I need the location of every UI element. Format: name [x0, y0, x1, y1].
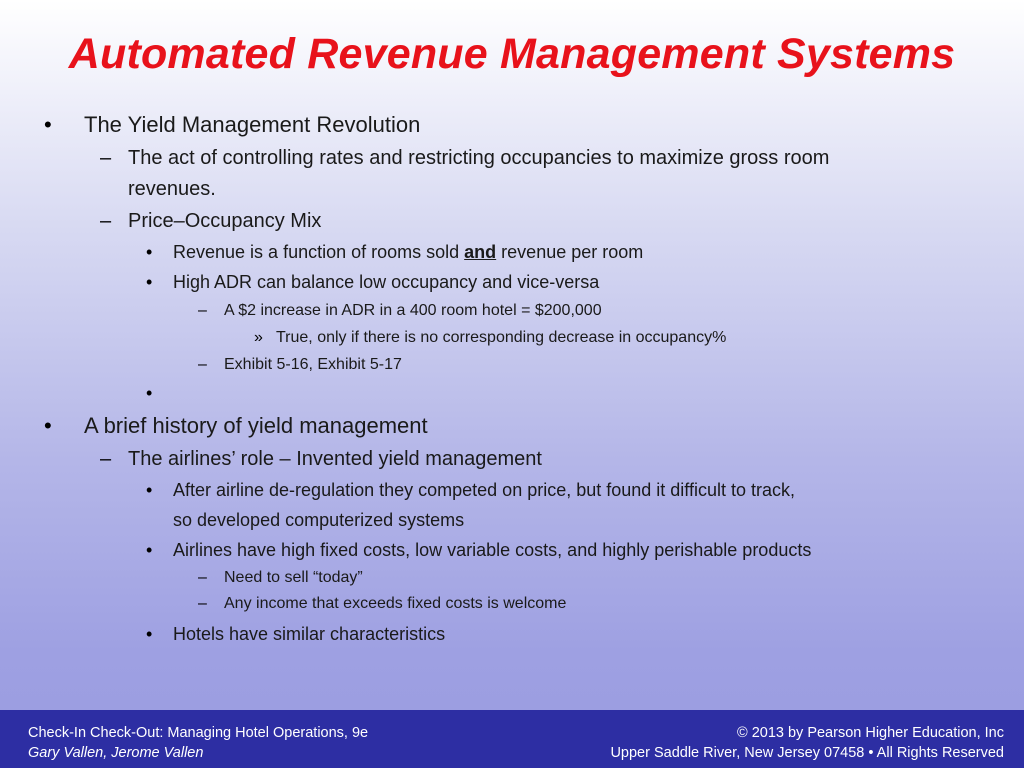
bullet-hotels-similar: Hotels have similar characteristics	[173, 624, 446, 644]
bullet-marker: •	[146, 272, 153, 292]
slide-title: Automated Revenue Management Systems	[68, 30, 956, 78]
bullet-marker: •	[146, 242, 153, 262]
bullet-sell-today: Need to sell “today”	[224, 569, 363, 586]
dash-marker: –	[198, 569, 207, 586]
bullet-brief-history: A brief history of yield management	[84, 413, 428, 438]
footer-bar	[0, 710, 1024, 768]
bullet-marker: •	[146, 540, 153, 560]
footer-rights: Upper Saddle River, New Jersey 07458 • All Rights Reserved	[610, 745, 1004, 761]
dash-marker: –	[198, 356, 207, 373]
bullet-price-occupancy-mix: Price–Occupancy Mix	[128, 210, 322, 232]
bullet-deregulation: After airline de-regulation they competed on price, but found it difficult to track,	[173, 480, 796, 500]
emphasis-and: and	[464, 242, 497, 262]
dash-marker: –	[198, 302, 207, 319]
bullet-controlling-rates-cont: revenues.	[128, 178, 216, 200]
bullet-marker: •	[44, 112, 52, 137]
bullet-marker: •	[146, 480, 153, 500]
footer-left	[28, 723, 368, 763]
bullet-airline-costs: Airlines have high fixed costs, low variable costs, and highly perishable products	[173, 540, 812, 560]
bullet-exhibits: Exhibit 5-16, Exhibit 5-17	[224, 356, 402, 373]
dash-marker: –	[198, 595, 207, 612]
footer-right	[610, 723, 1004, 763]
bullet-income-exceeds: Any income that exceeds fixed costs is welcome	[224, 595, 567, 612]
bullet-marker: •	[146, 624, 153, 644]
bullet-deregulation-cont: so developed computerized systems	[173, 510, 465, 530]
bullet-yield-revolution: The Yield Management Revolution	[84, 112, 421, 137]
raquo-marker: »	[254, 329, 263, 346]
footer-authors: Gary Vallen, Jerome Vallen	[28, 745, 204, 761]
bullet-true-only-if: True, only if there is no corresponding decrease in occupancy%	[276, 329, 727, 346]
bullet-marker-empty: •	[146, 383, 153, 403]
dash-marker: –	[100, 210, 112, 232]
bullet-airlines-role: The airlines’ role – Invented yield management	[128, 448, 542, 470]
bullet-adr-increase: A $2 increase in ADR in a 400 room hotel = $200,000	[224, 302, 602, 319]
dash-marker: –	[100, 147, 112, 169]
bullet-marker: •	[44, 413, 52, 438]
dash-marker: –	[100, 448, 112, 470]
footer-book-title: Check-In Check-Out: Managing Hotel Operations, 9e	[28, 725, 369, 741]
bullet-high-adr: High ADR can balance low occupancy and vice-versa	[173, 272, 600, 292]
bullet-revenue-function: Revenue is a function of rooms sold and revenue per room	[173, 242, 644, 262]
footer-copyright: © 2013 by Pearson Higher Education, Inc	[736, 725, 1004, 741]
bullet-controlling-rates: The act of controlling rates and restricting occupancies to maximize gross room	[128, 147, 830, 169]
